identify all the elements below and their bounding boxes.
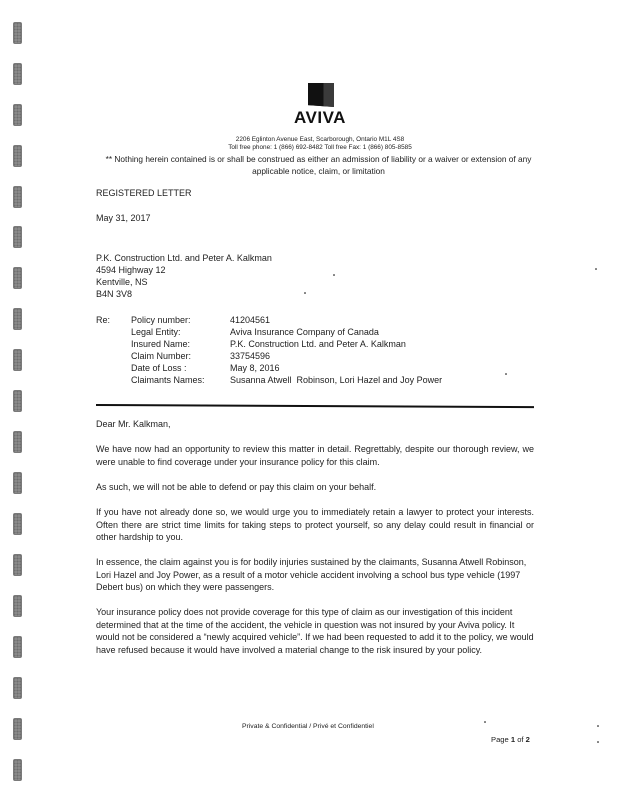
re-value: May 8, 2016 (230, 363, 280, 373)
scan-speck (597, 741, 599, 743)
punch-mark (13, 390, 22, 412)
salutation: Dear Mr. Kalkman, (96, 419, 171, 429)
confidential-footer: Private & Confidential / Privé et Confidentiel (242, 723, 374, 730)
re-field: Policy number: (131, 315, 191, 325)
re-value: Aviva Insurance Company of Canada (230, 327, 379, 337)
punch-mark (13, 554, 22, 576)
re-value: 41204561 (230, 315, 271, 325)
re-field: Legal Entity: (131, 327, 181, 337)
legal-disclaimer: ** Nothing herein contained is or shall be construed as either an admission of liability or a waiver or extension of any applicable notice, claim, or limitation (105, 154, 532, 176)
re-row (96, 314, 442, 326)
punch-mark (13, 226, 22, 248)
punch-mark (13, 431, 22, 453)
punch-mark (13, 267, 22, 289)
body-paragraph: As such, we will not be able to defend or pay this claim on your behalf. (96, 482, 377, 492)
scan-speck (304, 292, 306, 294)
re-row (96, 350, 442, 362)
letter-date: May 31, 2017 (96, 213, 151, 223)
re-label: Re: (96, 315, 111, 325)
punch-mark (13, 759, 22, 781)
re-value: P.K. Construction Ltd. and Peter A. Kalkman (230, 339, 406, 349)
punch-mark (13, 186, 22, 208)
page-current: 1 (510, 735, 516, 744)
re-row (96, 374, 442, 386)
brand-name: AVIVA (294, 108, 346, 127)
aviva-logo-icon (308, 83, 334, 107)
body-paragraph: We have now had an opportunity to review this matter in detail. Regrettably, despite our thorough review, we were unable to find coverage under your insurance policy for this claim. (96, 444, 534, 467)
re-field: Claimants Names: (131, 375, 205, 385)
re-row (96, 338, 442, 350)
punch-mark (13, 472, 22, 494)
punch-mark (13, 349, 22, 371)
re-field: Date of Loss : (131, 363, 187, 373)
scan-speck (484, 721, 486, 723)
punch-mark (13, 595, 22, 617)
page-prefix: Page (491, 735, 511, 744)
re-field: Claim Number: (131, 351, 192, 361)
reference-block (96, 314, 442, 386)
letter-type: REGISTERED LETTER (96, 188, 192, 198)
page-number (491, 735, 530, 744)
punch-mark (13, 63, 22, 85)
punch-mark (13, 22, 22, 44)
scan-speck (597, 725, 599, 727)
scan-speck (505, 373, 507, 375)
scan-speck (595, 268, 597, 270)
recipient-name: P.K. Construction Ltd. and Peter A. Kalkman (96, 253, 272, 263)
body-paragraph: If you have not already done so, we would urge you to immediately retain a lawyer to protect your interests. Often there are strict time limits for taking steps to protect yourself, so any delay could result in financial or other hardship to you. (96, 507, 534, 542)
recipient-city: Kentville, NS (96, 277, 148, 287)
recipient-postal: B4N 3V8 (96, 289, 133, 299)
punch-mark (13, 718, 22, 740)
re-row (96, 362, 442, 374)
page-total: 2 (525, 735, 530, 744)
company-address: 2206 Eglinton Avenue East, Scarborough, Ontario M1L 4S8 (235, 136, 405, 143)
page-mid: of (515, 735, 526, 744)
divider-line (96, 404, 534, 408)
punch-mark (13, 513, 22, 535)
punch-mark (13, 677, 22, 699)
punch-mark (13, 636, 22, 658)
re-field: Insured Name: (131, 339, 191, 349)
body-paragraph: Your insurance policy does not provide coverage for this type of claim as our investigation of this incident determined that at the time of the accident, the vehicle in question was not insured by your Aviva policy. It would not be considered a “newly acquired vehicle”. If we had been requested to add it to the policy, we would have refused because it would have involved a material change to the risk insured by your policy. (96, 607, 534, 655)
re-value: Susanna Atwell Robinson, Lori Hazel and Joy Power (230, 375, 443, 385)
re-value: 33754596 (230, 351, 271, 361)
punch-mark (13, 308, 22, 330)
re-row (96, 326, 442, 338)
recipient-street: 4594 Highway 12 (96, 265, 166, 275)
company-phone: Toll free phone: 1 (866) 692-8482 Toll free Fax: 1 (866) 805-8585 (228, 144, 412, 151)
body-paragraph: In essence, the claim against you is for bodily injuries sustained by the claimants, Susanna Atwell Robinson, Lori Hazel and Joy Power, as a result of a motor vehicle accident involving a school bus type vehicle (1997 Debert bus) on which they were passengers. (96, 557, 527, 592)
scan-speck (333, 274, 335, 276)
